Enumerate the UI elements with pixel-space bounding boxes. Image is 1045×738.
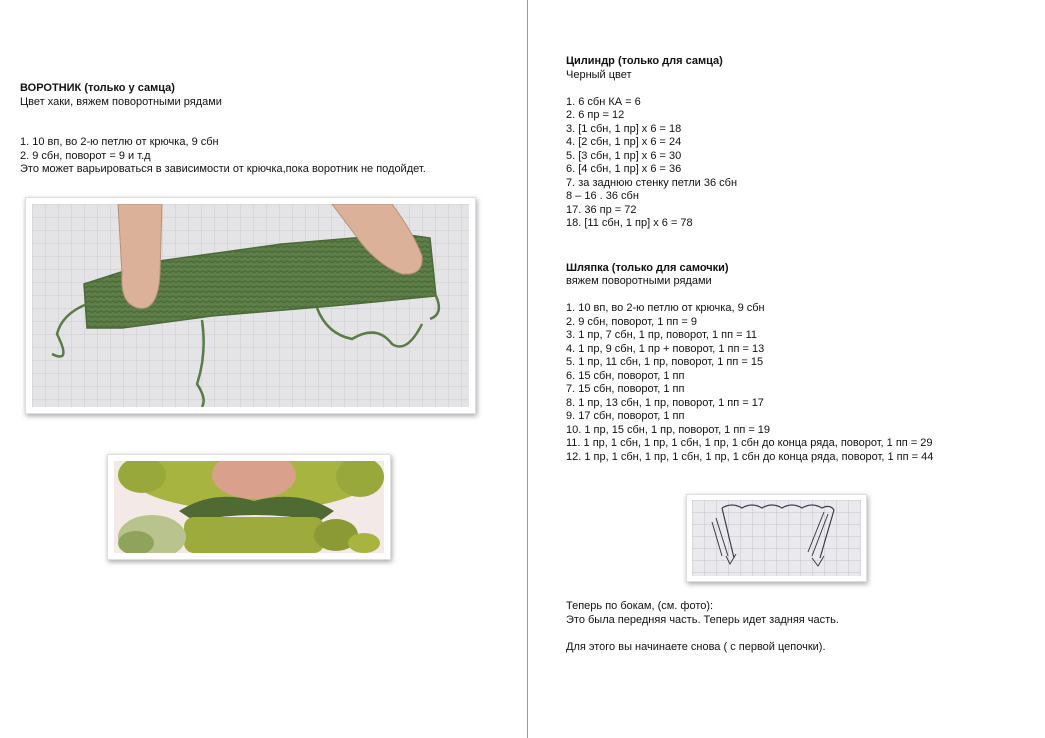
- hat-step: 6. 15 сбн, поворот, 1 пп: [566, 369, 685, 382]
- cylinder-step: 4. [2 сбн, 1 пр] x 6 = 24: [566, 136, 682, 148]
- cylinder-step: 3. [1 сбн, 1 пр] x 6 = 18: [566, 122, 682, 135]
- closing-line: Для этого вы начинаете снова ( с первой цепочки).: [566, 640, 826, 653]
- hat-sketch-image: [692, 500, 861, 576]
- hat-step: 9. 17 сбн, поворот, 1 пп: [566, 410, 685, 422]
- collar-note: Это может варьироваться в зависимости от крючка,пока воротник не подойдет.: [20, 163, 426, 175]
- hat-subtitle: вяжем поворотными рядами: [566, 275, 712, 287]
- hat-step: 3. 1 пр, 7 сбн, 1 пр, поворот, 1 пп = 11: [566, 329, 757, 341]
- hat-step: 11. 1 пр, 1 сбн, 1 пр, 1 сбн, 1 пр, 1 сбн до конца ряда, поворот, 1 пп = 29: [566, 437, 933, 449]
- closing-line: Это была передняя часть. Теперь идет задняя часть.: [566, 613, 839, 626]
- toy-photo: [107, 454, 391, 560]
- cylinder-step: 8 – 16 . 36 сбн: [566, 190, 639, 202]
- hat-title: Шляпка (только для самочки): [566, 261, 729, 274]
- closing-line: Теперь по бокам, (см. фото):: [566, 600, 714, 612]
- hat-step: 2. 9 сбн, поворот, 1 пп = 9: [566, 315, 697, 328]
- collar-step: 2. 9 сбн, поворот = 9 и т.д: [20, 149, 151, 162]
- hat-step: 12. 1 пр, 1 сбн, 1 пр, 1 сбн, 1 пр, 1 сбн до конца ряда, поворот, 1 пп = 44: [566, 450, 934, 463]
- hat-step: 7. 15 сбн, поворот, 1 пп: [566, 383, 685, 395]
- cylinder-step: 7. за заднюю стенку петли 36 сбн: [566, 176, 738, 189]
- toy-photo-image: [114, 461, 384, 553]
- hat-step: 1. 10 вп, во 2-ю петлю от крючка, 9 сбн: [566, 302, 765, 314]
- cylinder-title: Цилиндр (только для самца): [566, 55, 723, 67]
- collar-subtitle: Цвет хаки, вяжем поворотными рядами: [20, 95, 222, 108]
- cylinder-subtitle: Черный цвет: [566, 68, 632, 81]
- hat-sketch-photo: [686, 494, 867, 582]
- hat-step: 5. 1 пр, 11 сбн, 1 пр, поворот, 1 пп = 15: [566, 356, 764, 368]
- cylinder-step: 18. [11 сбн, 1 пр] x 6 = 78: [566, 217, 693, 229]
- cylinder-step: 2. 6 пр = 12: [566, 109, 625, 121]
- hat-step: 4. 1 пр, 9 сбн, 1 пр + поворот, 1 пп = 13: [566, 342, 765, 355]
- cylinder-step: 17. 36 пр = 72: [566, 203, 637, 216]
- hat-step: 10. 1 пр, 15 сбн, 1 пр, поворот, 1 пп = 19: [566, 423, 771, 436]
- cylinder-step: 5. [3 сбн, 1 пр] x 6 = 30: [566, 149, 682, 162]
- left-column: [20, 82, 510, 177]
- collar-title: ВОРОТНИК (только у самца): [20, 82, 175, 94]
- cylinder-step: 6. [4 сбн, 1 пр] x 6 = 36: [566, 163, 682, 175]
- cylinder-step: 1. 6 сбн КА = 6: [566, 95, 641, 108]
- collar-step: 1. 10 вп, во 2-ю петлю от крючка, 9 сбн: [20, 136, 219, 148]
- hat-step: 8. 1 пр, 13 сбн, 1 пр, поворот, 1 пп = 17: [566, 396, 764, 409]
- collar-photo-image: [32, 204, 469, 407]
- page-divider: [527, 0, 528, 738]
- collar-photo: [25, 197, 476, 414]
